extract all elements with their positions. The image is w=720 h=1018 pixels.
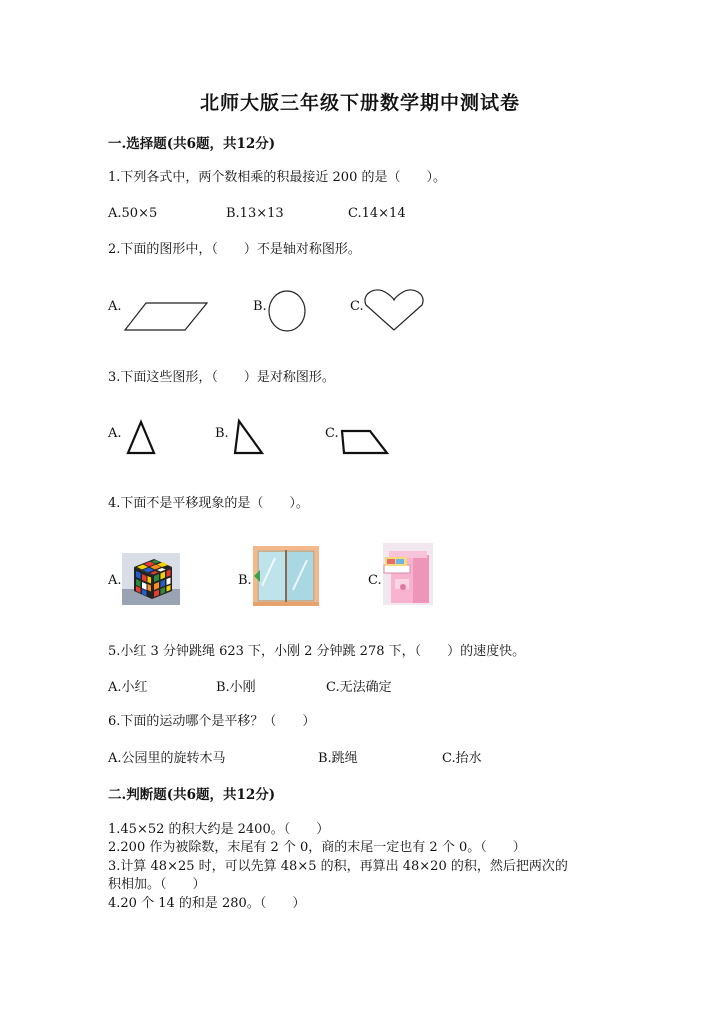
question-1-text: 1.下列各式中，两个数相乘的积最接近 200 的是（ ）。 xyxy=(108,170,446,185)
question-4-option-c[interactable]: C. xyxy=(368,573,382,588)
page-title: 北师大版三年级下册数学期中测试卷 xyxy=(199,92,520,114)
question-6-text: 6.下面的运动哪个是平移？（ ） xyxy=(108,714,316,729)
question-5-option-b[interactable]: B.小刚 xyxy=(216,680,256,695)
judgment-item-3-line-2: 积相加。（ ） xyxy=(108,877,206,892)
drawer-cabinet-image xyxy=(383,543,433,605)
judgment-item-4: 4.20 个 14 的和是 280。（ ） xyxy=(108,896,306,911)
question-4-text: 4.下面不是平移现象的是（ ）。 xyxy=(108,496,309,511)
question-6-option-b[interactable]: B.跳绳 xyxy=(318,751,358,766)
scalene-triangle-shape xyxy=(233,419,265,456)
section-1-heading: 一.选择题(共6题，共12分) xyxy=(108,136,276,152)
question-2-option-a[interactable]: A. xyxy=(108,299,122,314)
judgment-item-1: 1.45×52 的积大约是 2400。（ ） xyxy=(108,822,330,837)
question-5-option-a[interactable]: A.小红 xyxy=(108,680,148,695)
question-4-option-a[interactable]: A. xyxy=(108,573,122,588)
question-3-option-b[interactable]: B. xyxy=(215,426,229,441)
circle-shape xyxy=(267,289,307,333)
question-6-option-a[interactable]: A.公园里的旋转木马 xyxy=(108,751,226,766)
question-1-option-a[interactable]: A.50×5 xyxy=(108,206,158,221)
question-2-option-c[interactable]: C. xyxy=(350,299,364,314)
question-5-text: 5.小红 3 分钟跳绳 623 下，小刚 2 分钟跳 278 下，（ ）的速度快。 xyxy=(108,644,526,659)
question-3-option-a[interactable]: A. xyxy=(108,426,122,441)
heart-shape xyxy=(363,288,425,332)
question-1-option-c[interactable]: C.14×14 xyxy=(348,206,406,221)
question-2-option-b[interactable]: B. xyxy=(253,299,267,314)
question-4-option-b[interactable]: B. xyxy=(238,573,252,588)
question-6-option-c[interactable]: C.抬水 xyxy=(442,751,482,766)
trapezoid-shape xyxy=(340,429,390,455)
question-3-text: 3.下面这些图形，（ ）是对称图形。 xyxy=(108,370,335,385)
judgment-item-2: 2.200 作为被除数，末尾有 2 个 0，商的末尾一定也有 2 个 0。（ ） xyxy=(108,840,526,855)
question-5-option-c[interactable]: C.无法确定 xyxy=(326,680,392,695)
section-2-heading: 二.判断题(共6题，共12分) xyxy=(108,787,276,803)
judgment-item-3-line-1: 3.计算 48×25 时，可以先算 48×5 的积，再算出 48×20 的积，然后把两次的 xyxy=(108,859,568,874)
isosceles-triangle-shape xyxy=(126,420,156,456)
rubiks-cube-image xyxy=(122,553,180,605)
parallelogram-shape xyxy=(124,302,208,332)
question-1-option-b[interactable]: B.13×13 xyxy=(226,206,284,221)
question-2-text: 2.下面的图形中，（ ）不是轴对称图形。 xyxy=(108,242,361,257)
sliding-window-image xyxy=(253,546,319,606)
question-3-option-c[interactable]: C. xyxy=(325,426,339,441)
